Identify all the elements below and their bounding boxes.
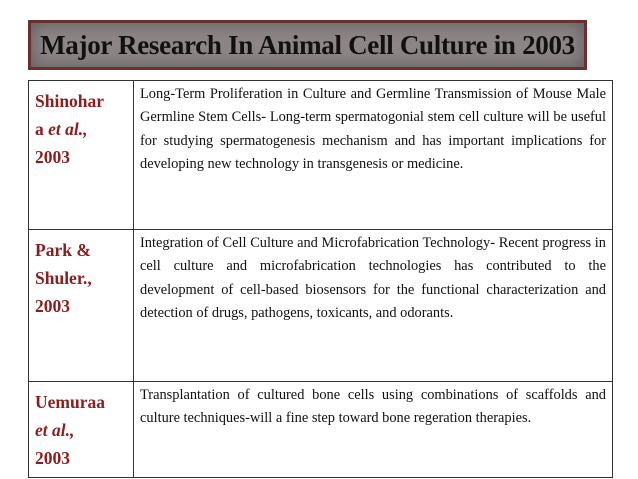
table-row bbox=[29, 230, 613, 382]
author-line: et al., bbox=[35, 420, 75, 440]
author-line: Park & bbox=[35, 240, 91, 260]
author-line: et al., bbox=[48, 119, 88, 139]
description-cell bbox=[134, 382, 613, 478]
title-banner bbox=[28, 20, 587, 70]
author-line: Shinohar bbox=[35, 91, 105, 111]
author-name bbox=[35, 236, 129, 320]
author-line: Uemuraa bbox=[35, 392, 105, 412]
slide-title: Major Research In Animal Cell Culture in 2003 bbox=[40, 30, 575, 60]
research-description: Transplantation of cultured bone cells using combinations of scaffolds and culture techniques-will a fine step toward bone regeration therapies. bbox=[140, 387, 606, 427]
author-year: 2003 bbox=[35, 448, 70, 468]
author-cell bbox=[29, 81, 134, 230]
description-cell bbox=[134, 230, 613, 382]
author-cell bbox=[29, 230, 134, 382]
research-description: Integration of Cell Culture and Microfabrication Technology- Recent progress in cell culture and microfabrication technologies has contributed to the development of cell-based biosensors for the functional characterization and detection of drugs, pathogens, toxicants, and odorants. bbox=[140, 235, 606, 321]
description-cell bbox=[134, 81, 613, 230]
table-row bbox=[29, 382, 613, 478]
author-cell bbox=[29, 382, 134, 478]
table-row bbox=[29, 81, 613, 230]
author-line: Shuler., bbox=[35, 268, 92, 288]
author-year: 2003 bbox=[35, 147, 70, 167]
author-name bbox=[35, 388, 129, 472]
author-name bbox=[35, 87, 129, 171]
research-description: Long-Term Proliferation in Culture and Germline Transmission of Mouse Male Germline Stem Cells- Long-term spermatogonial stem cell culture will be useful for studying spermatogenesis mechanism and has important implications for developing new technology in transgenesis or medicine. bbox=[140, 86, 606, 172]
research-table bbox=[28, 80, 613, 478]
author-line: a bbox=[35, 119, 49, 139]
author-year: 2003 bbox=[35, 296, 70, 316]
